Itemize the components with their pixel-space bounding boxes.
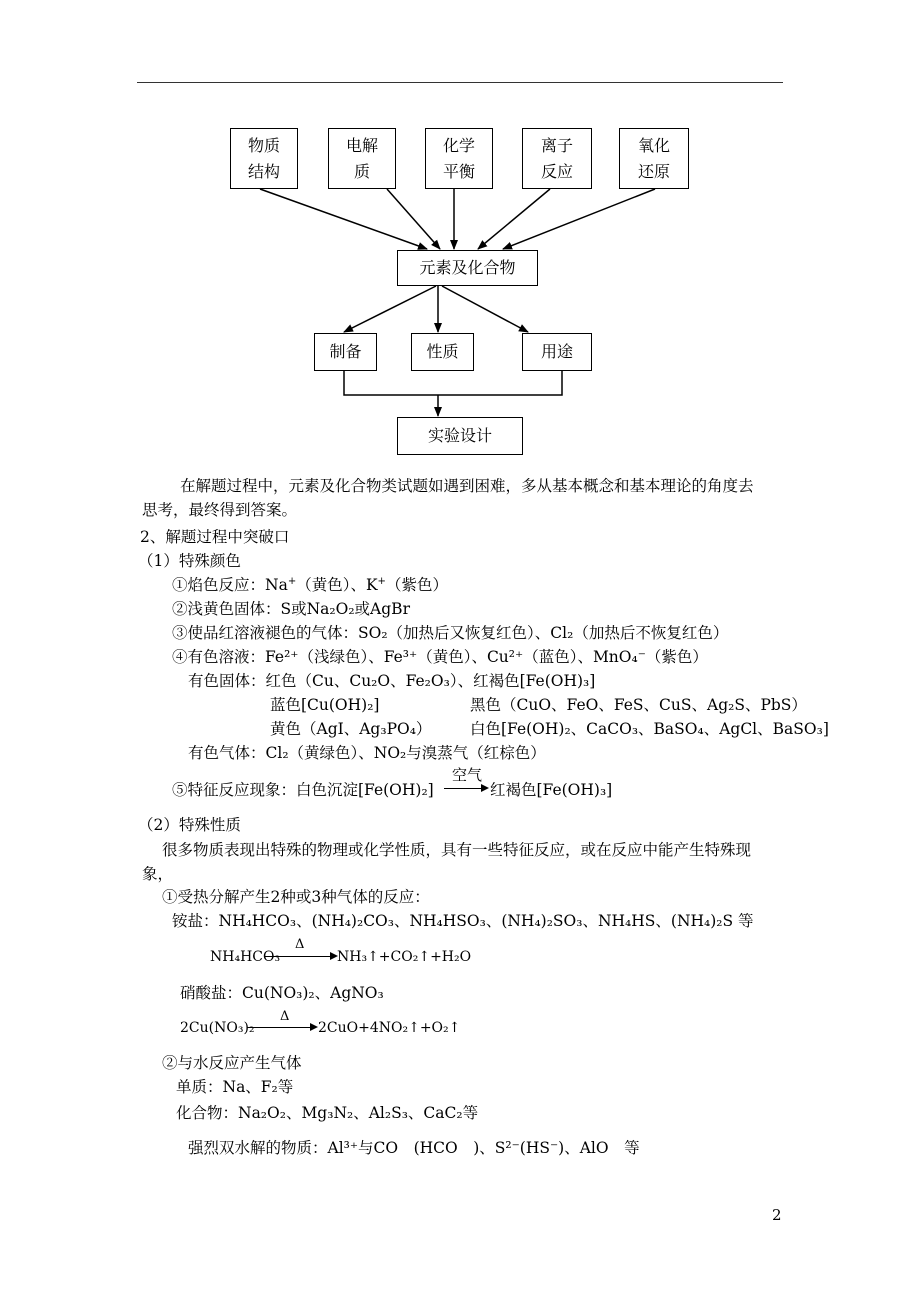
colored-solid-red: 有色固体：红色（Cu、Cu₂O、Fe₂O₃）、红褐色[Fe(OH)₃]	[188, 672, 596, 690]
equation-2-arrow-line	[247, 1027, 313, 1028]
concept-diagram	[0, 0, 920, 470]
arrow-redox-to-elements	[503, 189, 655, 249]
intro-line-1: 在解题过程中，元素及化合物类试题如遇到困难，多从基本概念和基本理论的角度去	[180, 477, 754, 495]
colored-solid-white: 白色[Fe(OH)₂、CaCO₃、BaSO₄、AgCl、BaSO₃]	[470, 720, 829, 738]
properties-desc-2: 象，	[142, 865, 174, 883]
box-elements-compounds: 元素及化合物	[397, 250, 538, 286]
properties-heading: （2）特殊性质	[138, 816, 241, 834]
equation-1-condition: Δ	[295, 937, 305, 952]
reaction-arrow-head	[481, 784, 489, 792]
box-ionic-reaction: 离子 反应	[522, 128, 592, 189]
arrow-structure-to-elements	[260, 189, 427, 249]
colors-heading: （1）特殊颜色	[138, 552, 241, 570]
box-properties: 性质	[411, 333, 474, 371]
reaction-line-left: ⑤特征反应现象：白色沉淀[Fe(OH)₂]	[172, 781, 434, 799]
equation-2-right: 2CuO+4NO₂↑+O₂↑	[318, 1020, 461, 1036]
bleach-gas-line: ③使品红溶液褪色的气体：SO₂（加热后又恢复红色）、Cl₂（加热后不恢复红色）	[172, 624, 729, 642]
box-uses: 用途	[522, 333, 592, 371]
compound-line: 化合物：Na₂O₂、Mg₃N₂、Al₂S₃、CaC₂等	[176, 1104, 479, 1122]
element-line: 单质：Na、F₂等	[176, 1078, 294, 1096]
arrow-elements-to-prep	[344, 286, 436, 332]
nitrate-salts: 硝酸盐：Cu(NO₃)₂、AgNO₃	[180, 984, 384, 1002]
reaction-arrow-line	[444, 788, 482, 789]
equation-2-arrow-head	[310, 1023, 318, 1031]
colored-solid-blue: 蓝色[Cu(OH)₂]	[270, 696, 380, 714]
arrow-electrolyte-to-elements	[387, 189, 440, 249]
diagram-connectors	[0, 0, 920, 470]
flame-pre: ①焰色反应：Na	[172, 576, 288, 594]
equation-1-right: NH₃↑+CO₂↑+H₂O	[337, 949, 472, 965]
reaction-line-right: 红褐色[Fe(OH)₃]	[490, 781, 613, 799]
colored-solid-black: 黑色（CuO、FeO、FeS、CuS、Ag₂S、PbS）	[470, 696, 807, 714]
water-reaction-title: ②与水反应产生气体	[162, 1054, 302, 1072]
properties-desc-1: 很多物质表现出特殊的物理或化学性质，具有一些特征反应，或在反应中能产生特殊现	[162, 841, 752, 859]
equation-2-condition: Δ	[280, 1009, 290, 1024]
intro-line-2: 思考，最终得到答案。	[142, 501, 298, 519]
equation-1-left: NH₄HCO₃	[210, 949, 281, 965]
colored-gas-line: 有色气体：Cl₂（黄绿色）、NO₂与溴蒸气（红棕色）	[188, 744, 546, 762]
flame-test-line: ①焰色反应：Na+（黄色）、K+（紫色）	[172, 575, 448, 594]
ammonium-salts: 铵盐：NH₄HCO₃、(NH₄)₂CO₃、NH₄HSO₃、(NH₄)₂SO₃、NH₄HS、(NH₄)₂S 等	[172, 912, 754, 930]
section-2-title: 2、解题过程中突破口	[140, 528, 290, 546]
merge-bracket	[344, 370, 562, 395]
pale-yellow-line: ②浅黄色固体：S或Na₂O₂或AgBr	[172, 600, 410, 618]
flame-post: （紫色）	[385, 576, 448, 594]
hydrolysis-line: 强烈双水解的物质：Al³⁺与CO (HCO )、S²⁻(HS⁻)、AlO 等	[188, 1139, 640, 1157]
flame-mid: （黄色）、K	[296, 576, 378, 594]
reaction-condition: 空气	[452, 766, 483, 784]
box-chemical-equilibrium: 化学 平衡	[425, 128, 493, 189]
page-number: 2	[772, 1206, 782, 1224]
box-preparation: 制备	[314, 333, 377, 371]
arrow-ionic-to-elements	[478, 189, 550, 249]
decomposition-title: ①受热分解产生2种或3种气体的反应：	[162, 888, 430, 906]
colored-solid-yellow: 黄色（AgI、Ag₃PO₄）	[270, 720, 432, 738]
arrow-elements-to-uses	[442, 286, 528, 332]
box-redox: 氧化 还原	[619, 128, 689, 189]
box-experiment-design: 实验设计	[397, 417, 523, 455]
box-substance-structure: 物质 结构	[230, 128, 298, 189]
equation-1-arrow-line	[265, 956, 333, 957]
box-electrolyte: 电解 质	[328, 128, 396, 189]
equation-2-left: 2Cu(NO₃)₂	[180, 1020, 255, 1036]
colored-solution-line: ④有色溶液：Fe²⁺（浅绿色）、Fe³⁺（黄色）、Cu²⁺（蓝色）、MnO₄⁻（紫色）	[172, 648, 708, 666]
